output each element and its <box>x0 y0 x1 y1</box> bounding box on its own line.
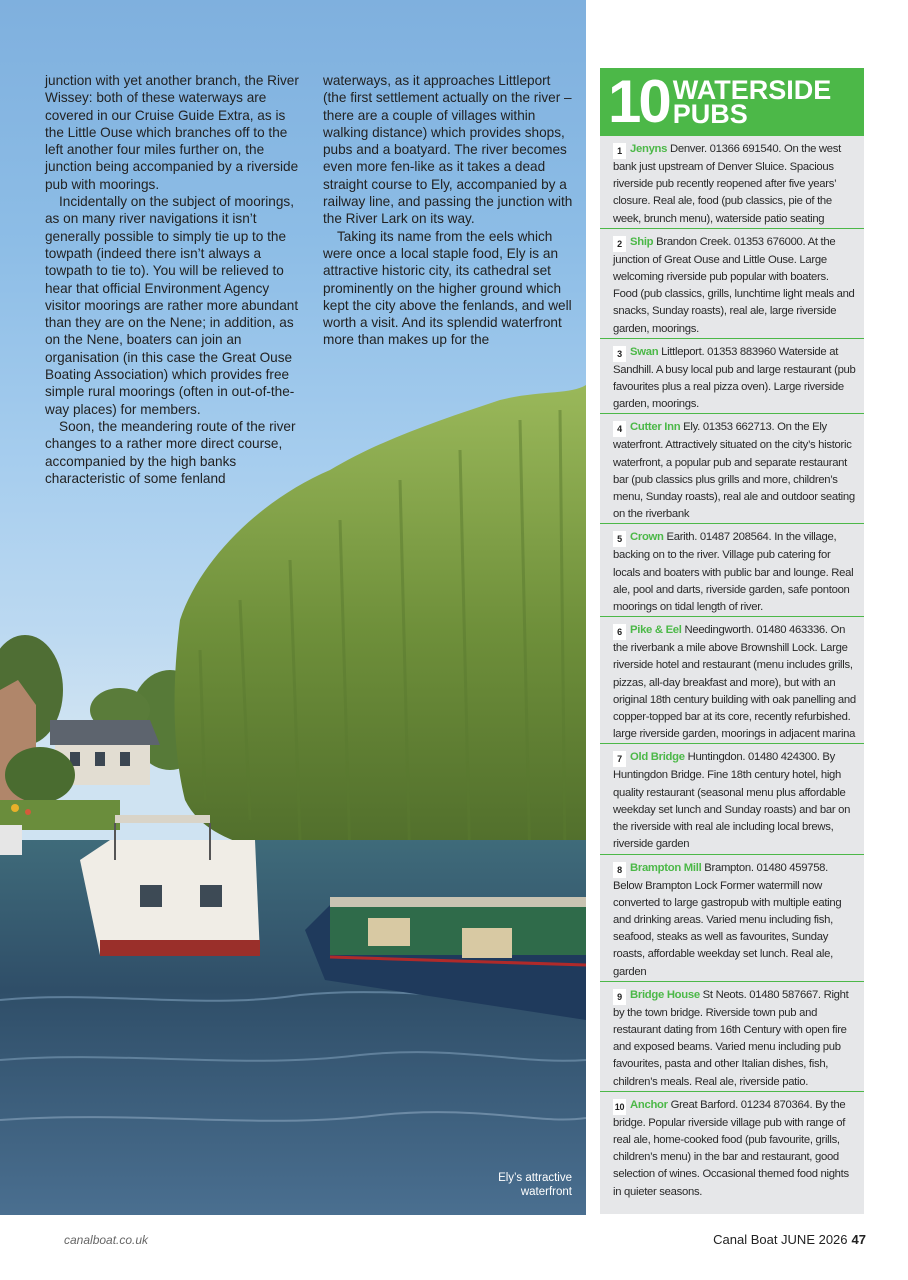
sidebar-number: 10 <box>608 68 669 135</box>
pub-number: 6 <box>613 624 626 640</box>
pub-description: Earith. 01487 208564. In the village, backing on to the river. Village pub catering for locals and boaters with public bar and lounge. Real ale, pool and darts, riverside garden, safe pontoon moorings on tidal length of river. <box>613 531 854 614</box>
sidebar-title-line2: PUBS <box>672 99 748 129</box>
article-paragraph: Incidentally on the subject of moorings, as on many river navigations it isn’t generally possible to simply tie up to the towpath (indeed there isn’t always a towpath to tie to). You will be relieved to hear that official Environment Agency visitor moorings are rather more abundant than they are on the Nene; in addition, as on the Nene, boaters can join an organisation (in this case the Great Ouse Boating Association) which provides free simple rural moorings (often in out-of-the-way places) for members. <box>45 194 299 417</box>
pub-description: Brampton. 01480 459758. Below Brampton Lock Former watermill now converted to large gastropub with multiple eating and drinking areas. Varied menu including fish, seafood, steaks as well as favourites, Sunday roasts, affordable weekday set lunch. Real ale, garden <box>613 861 842 978</box>
pub-name: Ship <box>630 235 654 248</box>
footer-folio <box>713 1232 866 1247</box>
pub-entry <box>600 228 864 338</box>
sidebar-header <box>600 68 864 136</box>
pub-number: 5 <box>613 531 626 547</box>
pub-name: Old Bridge <box>630 751 685 764</box>
pub-number: 4 <box>613 421 626 437</box>
pub-number: 2 <box>613 236 626 252</box>
pub-entry <box>600 616 864 743</box>
pub-name: Anchor <box>630 1098 668 1111</box>
footer-magazine: Canal Boat JUNE 2026 <box>713 1232 848 1247</box>
pub-number: 3 <box>613 346 626 362</box>
photo-caption: Ely’s attractive waterfront <box>498 1172 572 1198</box>
pub-name: Jenyns <box>630 143 668 155</box>
pub-name: Bridge House <box>630 988 700 1001</box>
page-number: 47 <box>851 1232 866 1247</box>
pub-number: 9 <box>613 989 626 1005</box>
pub-description: Brandon Creek. 01353 676000. At the junction of Great Ouse and Little Ouse. Large welcoming riverside pub popular with boaters. Food (pub classics, grills, lunchtime light meals and snacks, Sunday roasts), real ale, large riverside garden, moorings. <box>613 235 855 335</box>
pub-entry <box>600 338 864 414</box>
pub-number: 7 <box>613 751 626 767</box>
pub-name: Swan <box>630 345 659 358</box>
pub-entry <box>600 743 864 853</box>
pub-description: Littleport. 01353 883960 Waterside at Sandhill. A busy local pub and large restaurant (pub favourites plus a real pizza oven). Large riverside garden, moorings. <box>613 345 856 411</box>
sidebar-title <box>672 75 832 129</box>
pub-name: Pike & Eel <box>630 624 682 637</box>
pub-description: St Neots. 01480 587667. Right by the town bridge. Riverside town pub and restaurant dating from 16th Century with open fire and exposed beams. Varied menu including pub favourites, pasta and other Italian dishes, fish, children’s meals. Real ale, riverside patio. <box>613 988 849 1088</box>
article-paragraph: Taking its name from the eels which were once a local staple food, Ely is an attractive historic city, its cathedral set prominently on the higher ground which kept the city above the fenlands, and well worth a visit. And its splendid waterfront more than makes up for the <box>323 228 572 348</box>
pub-entry <box>600 981 864 1091</box>
pub-number: 8 <box>613 862 626 878</box>
pub-description: Huntingdon. 01480 424300. By Huntingdon Bridge. Fine 18th century hotel, high quality restaurant (seasonal menu plus affordable weekday set lunch and Sunday roasts) and bar on the riverside with real ale including local brews, riverside garden <box>613 751 851 851</box>
pub-entry <box>600 523 864 616</box>
article-paragraph: junction with yet another branch, the River Wissey: both of these waterways are covered in our Cruise Guide Extra, as is the Little Ouse which branches off to the left another four miles further on, the junction being accompanied by a riverside pub with moorings. <box>45 73 299 192</box>
pub-name: Brampton Mill <box>630 861 702 874</box>
footer-website: canalboat.co.uk <box>64 1233 149 1247</box>
pub-entry <box>600 854 864 981</box>
pub-entry <box>600 1091 864 1201</box>
article-paragraph: waterways, as it approaches Littleport (the first settlement actually on the river – there are a couple of villages within walking distance) which provides shops, pubs and a boatyard. The river becomes even more fen-like as it takes a dead straight course to Ely, accompanied by a railway line, and passing the junction with the River Lark on its way. <box>323 73 573 227</box>
article-column-2 <box>323 72 573 349</box>
pub-name: Crown <box>630 531 664 544</box>
article-paragraph: Soon, the meandering route of the river changes to a rather more direct course, accompanied by the high banks characteristic of some fenland <box>45 418 296 486</box>
pub-description: Needingworth. 01480 463336. On the riverbank a mile above Brownshill Lock. Large riverside hotel and restaurant (menu includes grills, pizzas, all-day breakfast and more), but with an original 18th century building with oak panelling and copper-topped bar at its core, recently refurbished. large riverside garden, moorings in adjacent marina <box>613 624 856 741</box>
pub-description: Ely. 01353 662713. On the Ely waterfront. Attractively situated on the city’s historic waterfront, a popular pub and separate restaurant bar (pub classics plus grills and more, children’s menu, Sunday roasts), real ale and outdoor seating on the riverbank <box>613 421 855 521</box>
pub-number: 1 <box>613 143 626 159</box>
article-column-1 <box>45 72 307 487</box>
sidebar-title-line1: WATERSIDE <box>672 75 832 105</box>
pub-name: Cutter Inn <box>630 421 681 434</box>
pub-description: Great Barford. 01234 870364. By the bridge. Popular riverside village pub with range of real ale, home-cooked food (pub favourite, grills, children’s menu) in the bar and restaurant, good selection of wines. Occasional themed food nights in quieter seasons. <box>613 1098 849 1198</box>
pub-number: 10 <box>613 1099 626 1115</box>
waterside-pubs-sidebar <box>600 68 864 1214</box>
pub-description: Denver. 01366 691540. On the west bank just upstream of Denver Sluice. Spacious riverside pub recently reopened after five years’ closure. Real ale, food (pub classics, pie of the week, brunch menu), waterside patio seating <box>613 143 841 225</box>
pub-entry <box>600 136 864 228</box>
pub-entry <box>600 413 864 523</box>
